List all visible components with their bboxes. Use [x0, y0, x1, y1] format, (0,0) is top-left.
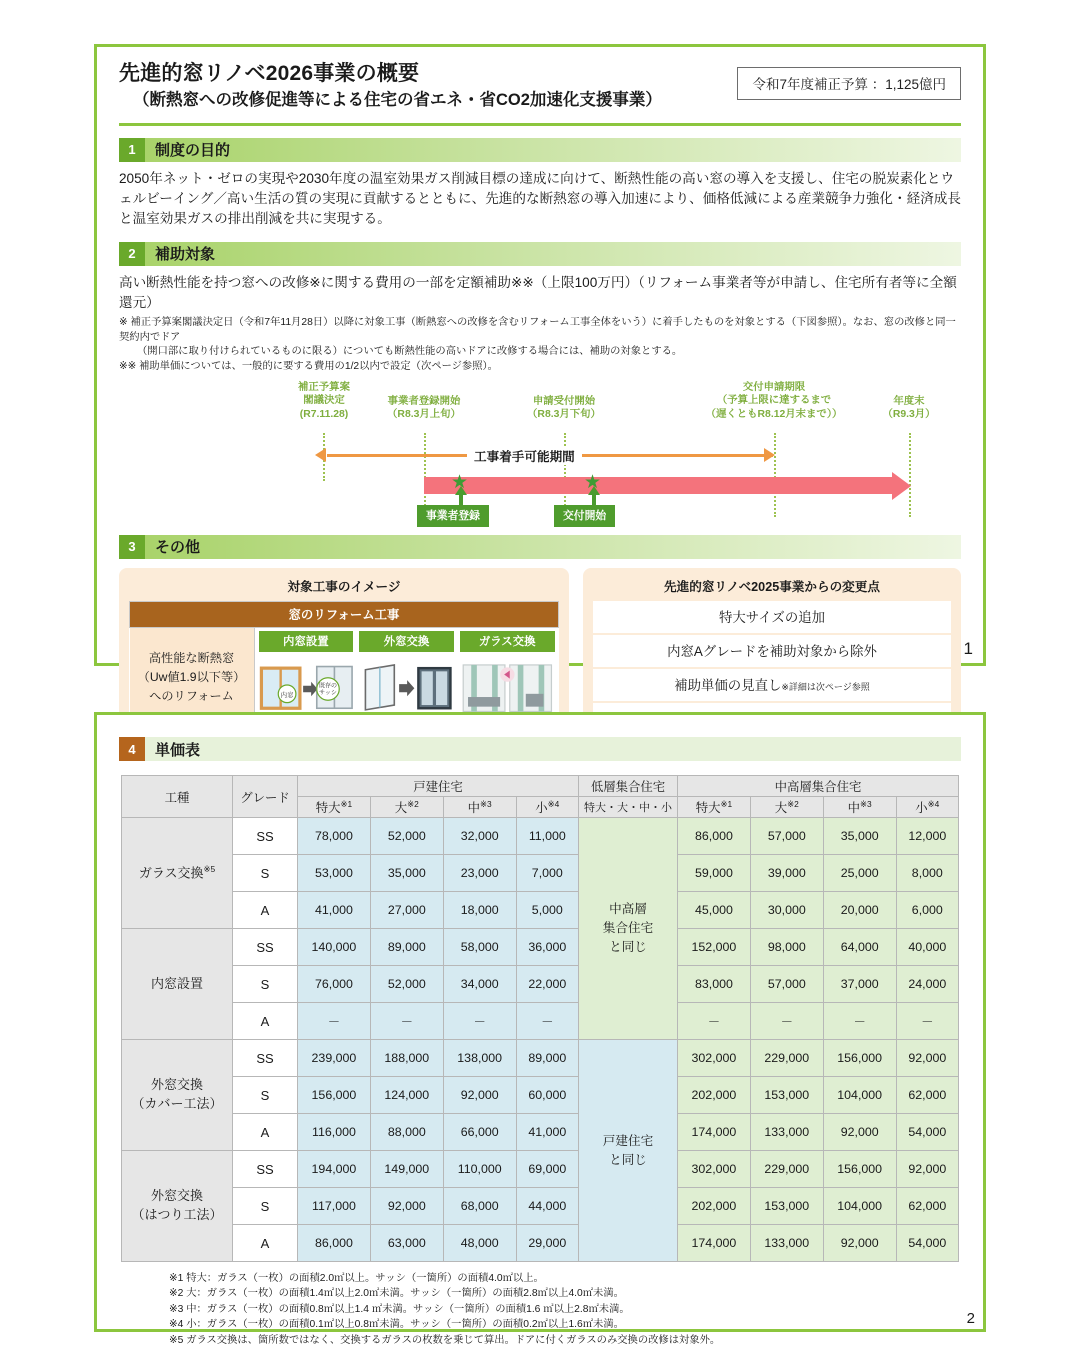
cell-midrise-price: 174,000 — [677, 1114, 750, 1151]
cell-detached-price: － — [516, 1003, 578, 1040]
cell-grade: A — [233, 1114, 298, 1151]
change-note: ※詳細は次ページ参照 — [781, 681, 870, 692]
cell-grade: S — [233, 966, 298, 1003]
size-detached-2 — [443, 797, 516, 818]
cell-midrise-price: 156,000 — [823, 1151, 896, 1188]
table-row — [122, 818, 959, 855]
cell-detached-price: 58,000 — [443, 929, 516, 966]
milestone-line1: 交付申請期限 — [742, 381, 806, 393]
cell-midrise-price: 20,000 — [823, 892, 896, 929]
section-header-price — [119, 737, 961, 761]
cell-midrise-price: 39,000 — [750, 855, 823, 892]
size-detached-3 — [516, 797, 578, 818]
cell-detached-price: 66,000 — [443, 1114, 516, 1151]
target-works-title: 対象工事のイメージ — [287, 579, 401, 594]
arrow-right-icon — [764, 448, 775, 462]
star-icon: ★ — [451, 471, 469, 493]
note-1-cont: （開口部に取り付けられているものに限る）についても断熱性能の高いドアに改修する場合には、補助の対象とする。 — [137, 346, 683, 358]
cell-detached-price: 138,000 — [443, 1040, 516, 1077]
milestone-line1: 申請受付開始 — [532, 395, 596, 407]
svg-text:サッシ: サッシ — [318, 689, 337, 697]
cell-midrise-price: － — [677, 1003, 750, 1040]
milestone-line2: （R8.3月上旬） — [387, 409, 461, 421]
implementation-bar — [424, 477, 894, 494]
cell-detached-price: 32,000 — [443, 818, 516, 855]
list-item — [593, 601, 951, 635]
note-2: ※※ 補助単価については、一般的に要する費用の1/2以内で設定（次ページ参照）。 — [119, 361, 498, 373]
cell-midrise-price: 54,000 — [896, 1114, 958, 1151]
cell-detached-price: 110,000 — [443, 1151, 516, 1188]
changes-title: 先進的窓リノベ2025事業からの変更点 — [664, 579, 880, 594]
merged-line: 集合住宅 — [602, 921, 654, 936]
cell-detached-price: 68,000 — [443, 1188, 516, 1225]
size-label: 中 — [847, 801, 861, 815]
cell-grade: SS — [233, 929, 298, 966]
cell-midrise-price: － — [750, 1003, 823, 1040]
size-mid-2 — [823, 797, 896, 818]
cell-midrise-price: 8,000 — [896, 855, 958, 892]
section-label: 制度の目的 — [145, 138, 961, 162]
cell-detached-price: 76,000 — [298, 966, 371, 1003]
kind-sup: ※5 — [203, 863, 216, 874]
cell-detached-price: 60,000 — [516, 1077, 578, 1114]
cell-detached-price: － — [443, 1003, 516, 1040]
method-glass-replace — [460, 631, 555, 723]
table-row — [122, 1114, 959, 1151]
list-item — [593, 635, 951, 669]
milestone-line3: (R7.11.28) — [299, 409, 349, 421]
cell-midrise-price: － — [823, 1003, 896, 1040]
size-label: 小 — [535, 801, 548, 815]
milestone-line1: 年度末 — [893, 395, 925, 407]
kind-line: （はつり工法） — [131, 1207, 223, 1222]
table-row — [122, 1225, 959, 1262]
cell-detached-price: 86,000 — [298, 1225, 371, 1262]
cell-detached-price: 124,000 — [370, 1077, 443, 1114]
cell-midrise-price: 133,000 — [750, 1225, 823, 1262]
tag-registration: 事業者登録 — [417, 505, 489, 527]
cell-detached-price: 89,000 — [516, 1040, 578, 1077]
cell-midrise-price: 54,000 — [896, 1225, 958, 1262]
cell-midrise-price: 86,000 — [677, 818, 750, 855]
page-number: 1 — [963, 639, 973, 658]
footnote: ※5 ガラス交換は、箇所数ではなく、交換するガラスの枚数を乗じて算出。ドアに付くガラスのみ交換の改修は対象外。 — [169, 1334, 721, 1346]
cell-midrise-price: 57,000 — [750, 818, 823, 855]
cell-line3: へのリフォーム — [149, 688, 234, 703]
cell-detached-price: 23,000 — [443, 855, 516, 892]
cell-midrise-price: 156,000 — [823, 1040, 896, 1077]
purpose-body: 2050年ネット・ゼロの実現や2030年度の温室効果ガス削減目標の達成に向けて、断熱性能の高い窓の導入を支援し、住宅の脱炭素化とウェルビーイング／高い生活の質の実現に貢献するとともに、先進的な断熱窓の導入加速により、価格低減による産業競争力強化・経済成長と温室効果ガスの排出削減を共に実現する。 — [119, 170, 961, 227]
page-number: 2 — [966, 1310, 975, 1327]
cell-detached-price: 18,000 — [443, 892, 516, 929]
kind-line: ガラス交換$^{※5}$ — [138, 863, 216, 881]
merged-line: と同じ — [609, 1152, 647, 1167]
size-sup: ※4 — [927, 798, 940, 809]
slide-overview — [94, 44, 986, 703]
milestone-line2: （R9.3月） — [882, 409, 936, 421]
timeline-milestone-2 — [504, 395, 624, 422]
budget-badge: 令和7年度補正予算 ：1,125億円 — [737, 67, 961, 100]
cell-detached-price: 22,000 — [516, 966, 578, 1003]
cell-detached-price: － — [370, 1003, 443, 1040]
cell-grade: SS — [233, 1040, 298, 1077]
cell-midrise-price: 153,000 — [750, 1188, 823, 1225]
cell-detached-price: 239,000 — [298, 1040, 371, 1077]
slide-price-table — [94, 712, 986, 1346]
cell-midrise-price: 57,000 — [750, 966, 823, 1003]
cell-midrise-price: 59,000 — [677, 855, 750, 892]
cell-detached-price: 88,000 — [370, 1114, 443, 1151]
cell-midrise-price: 153,000 — [750, 1077, 823, 1114]
method-inner-window — [259, 631, 354, 723]
cell-detached-price: 5,000 — [516, 892, 578, 929]
footnote: ※2 大：ガラス（一枚）の面積1.4㎡以上2.0㎡未満。サッシ（一箇所）の面積2.8㎡以上4.0㎡未満。 — [169, 1288, 624, 1300]
tag-grant-start: 交付開始 — [554, 505, 615, 527]
footnote: ※1 特大：ガラス（一枚）の面積2.0㎡以上。サッシ（一箇所）の面積4.0㎡以上。 — [169, 1273, 544, 1284]
cell-midrise-price: 302,000 — [677, 1040, 750, 1077]
cell-detached-price: 29,000 — [516, 1225, 578, 1262]
cell-midrise-price: 64,000 — [823, 929, 896, 966]
timeline-milestone-4 — [864, 395, 954, 422]
cell-detached-price: 92,000 — [443, 1077, 516, 1114]
schedule-timeline — [119, 381, 961, 523]
cell-midrise-price: 92,000 — [896, 1040, 958, 1077]
footnote: ※3 中：ガラス（一枚）の面積0.8㎡以上1.4 ㎡未満。サッシ（一箇所）の面積1.6 ㎡以上2.8㎡未満。 — [169, 1303, 630, 1315]
size-sup: ※3 — [860, 798, 872, 809]
change-text: 補助単価の見直し — [674, 677, 782, 693]
section-label: 単価表 — [145, 737, 961, 761]
table-row — [122, 929, 959, 966]
section-number: 1 — [119, 138, 145, 162]
timeline-milestone-0 — [269, 381, 379, 422]
star-icon: ★ — [584, 471, 602, 493]
cell-midrise-price: 104,000 — [823, 1077, 896, 1114]
cell-midrise-price: 152,000 — [677, 929, 750, 966]
cell-midrise-price: 133,000 — [750, 1114, 823, 1151]
table-row — [122, 1040, 959, 1077]
cell-low-same-as-detached — [578, 1040, 677, 1262]
cell-grade: S — [233, 1077, 298, 1114]
svg-text:内窓: 内窓 — [280, 690, 293, 699]
section-number: 3 — [119, 535, 145, 559]
cell-detached-price: 92,000 — [370, 1188, 443, 1225]
method-tag: ガラス交換 — [460, 631, 555, 652]
cell-midrise-price: 35,000 — [823, 818, 896, 855]
size-label: 特大 — [315, 801, 341, 815]
construction-period-label: 工事着手可能期間 — [467, 446, 582, 465]
section-header-other — [119, 535, 961, 559]
cell-detached-price: 78,000 — [298, 818, 371, 855]
cell-detached-price: 52,000 — [370, 966, 443, 1003]
merged-line: 中高層 — [609, 902, 647, 917]
size-sup: ※4 — [547, 798, 560, 809]
page-subtitle: （断熱窓への改修促進等による住宅の省エネ・省CO2加速化支援事業） — [133, 91, 662, 110]
price-table — [121, 775, 959, 1262]
cell-detached-price: 36,000 — [516, 929, 578, 966]
price-table-head — [122, 776, 959, 818]
cell-grade: A — [233, 892, 298, 929]
cell-detached-price: 41,000 — [516, 1114, 578, 1151]
timeline-milestone-1 — [364, 395, 484, 422]
size-mid-0 — [677, 797, 750, 818]
cell-midrise-price: 98,000 — [750, 929, 823, 966]
kind-line: （カバー工法） — [131, 1096, 223, 1111]
cell-midrise-price: 12,000 — [896, 818, 958, 855]
cell-midrise-price: 92,000 — [896, 1151, 958, 1188]
milestone-line1: 事業者登録開始 — [387, 395, 461, 407]
size-sup: ※1 — [720, 798, 733, 809]
size-sup: ※2 — [787, 798, 799, 809]
cell-grade: A — [233, 1225, 298, 1262]
cell-detached-price: 27,000 — [370, 892, 443, 929]
eligible-notes — [119, 316, 961, 374]
size-low-all: 特大・大・中・小 — [578, 797, 677, 818]
cell-midrise-price: 202,000 — [677, 1077, 750, 1114]
cell-grade: A — [233, 1003, 298, 1040]
table-row — [122, 1188, 959, 1225]
cell-midrise-price: 6,000 — [896, 892, 958, 929]
cell-kind — [122, 1040, 233, 1151]
note-1: ※ 補正予算案閣議決定日（令和7年11月28日）以降に対象工事（断熱窓への改修を含むリフォーム工事全体をいう）に着手したものを対象とする（下図参照）。なお、窓の改修と同一契約内でドア — [119, 317, 956, 343]
cell-detached-price: 117,000 — [298, 1188, 371, 1225]
kind-line: 外窓交換 — [150, 1077, 203, 1093]
table-row — [122, 855, 959, 892]
cell-detached-price: 188,000 — [370, 1040, 443, 1077]
milestone-line3: （遅くともR8.12月末まで）） — [705, 409, 843, 421]
cell-line1: 高性能な断熱窓 — [148, 650, 235, 665]
cell-midrise-price: 45,000 — [677, 892, 750, 929]
size-detached-1 — [370, 797, 443, 818]
cell-kind — [122, 929, 233, 1040]
eligible-body: 高い断熱性能を持つ窓への改修※に関する費用の一部を定額補助※※（上限100万円）（リフォーム事業者等が申請し、住宅所有者等に全額還元） — [119, 274, 957, 310]
cell-detached-price: 34,000 — [443, 966, 516, 1003]
price-table-wrap — [121, 775, 959, 1262]
cell-detached-price: 149,000 — [370, 1151, 443, 1188]
cell-detached-price: 35,000 — [370, 855, 443, 892]
cell-midrise-price: 25,000 — [823, 855, 896, 892]
cell-grade: SS — [233, 1151, 298, 1188]
size-sup: ※1 — [340, 798, 353, 809]
title-divider — [119, 123, 961, 126]
cell-detached-price: 7,000 — [516, 855, 578, 892]
cell-midrise-price: 62,000 — [896, 1188, 958, 1225]
cell-detached-price: 41,000 — [298, 892, 371, 929]
cell-midrise-price: 302,000 — [677, 1151, 750, 1188]
cell-midrise-price: 104,000 — [823, 1188, 896, 1225]
cell-midrise-price: － — [896, 1003, 958, 1040]
size-sup: ※3 — [480, 798, 492, 809]
section-header-purpose — [119, 138, 961, 162]
size-mid-3 — [896, 797, 958, 818]
cell-detached-price: 63,000 — [370, 1225, 443, 1262]
cell-midrise-price: 229,000 — [750, 1151, 823, 1188]
section-label: その他 — [145, 535, 961, 559]
cell-kind — [122, 818, 233, 929]
merged-line: と同じ — [609, 939, 647, 954]
table-header-row-groups — [122, 776, 959, 797]
cell-midrise-price: 202,000 — [677, 1188, 750, 1225]
col-grade: グレード — [233, 776, 298, 818]
cell-midrise-price: 174,000 — [677, 1225, 750, 1262]
timeline-milestone-3 — [684, 381, 864, 422]
table-row — [122, 1077, 959, 1114]
kind-line: 外窓交換 — [150, 1188, 203, 1204]
size-label: 特大 — [695, 801, 721, 815]
cell-detached-price: 52,000 — [370, 818, 443, 855]
cell-detached-price: 140,000 — [298, 929, 371, 966]
cell-detached-price: － — [298, 1003, 371, 1040]
cell-detached-price: 194,000 — [298, 1151, 371, 1188]
size-mid-1 — [750, 797, 823, 818]
size-label: 大 — [774, 801, 788, 815]
size-detached-0 — [298, 797, 371, 818]
change-text: 内窓Aグレードを補助対象から除外 — [667, 643, 877, 659]
cell-detached-price: 11,000 — [516, 818, 578, 855]
svg-text:既存の: 既存の — [318, 682, 337, 690]
section-number: 2 — [119, 242, 145, 266]
table-footnotes — [169, 1271, 959, 1348]
cell-midrise-price: 24,000 — [896, 966, 958, 1003]
size-label: 小 — [915, 801, 928, 815]
title-block — [97, 47, 983, 112]
table-row — [122, 892, 959, 929]
cell-detached-price: 156,000 — [298, 1077, 371, 1114]
cell-midrise-price: 83,000 — [677, 966, 750, 1003]
cell-midrise-price: 62,000 — [896, 1077, 958, 1114]
cell-grade: S — [233, 855, 298, 892]
price-table-body — [122, 818, 959, 1262]
cell-line2: （Uw値1.9以下等） — [137, 669, 246, 684]
col-kind: 工種 — [122, 776, 233, 818]
target-works-table — [129, 601, 559, 727]
milestone-line2: （R8.3月下旬） — [527, 409, 601, 421]
change-text: 特大サイズの追加 — [718, 609, 826, 625]
size-sup: ※2 — [407, 798, 419, 809]
cell-midrise-price: 92,000 — [823, 1225, 896, 1262]
milestone-line1: 補正予算案 — [298, 381, 350, 393]
cell-detached-price: 53,000 — [298, 855, 371, 892]
table-row — [122, 1003, 959, 1040]
cell-midrise-price: 37,000 — [823, 966, 896, 1003]
page-title: 先進的窓リノベ2026事業の概要 — [119, 62, 420, 85]
method-tag: 外窓交換 — [359, 631, 454, 652]
method-outer-window — [359, 631, 454, 723]
callout-arrow-icon — [455, 486, 467, 495]
cell-detached-price: 44,000 — [516, 1188, 578, 1225]
cell-midrise-price: 229,000 — [750, 1040, 823, 1077]
timeline-dropline — [774, 433, 776, 517]
implementation-bar-arrow-icon — [892, 472, 911, 500]
milestone-line2: （予算上限に達するまで — [716, 395, 832, 407]
cell-kind — [122, 1151, 233, 1262]
size-label: 大 — [394, 801, 408, 815]
cell-detached-price: 69,000 — [516, 1151, 578, 1188]
size-label: 中 — [467, 801, 481, 815]
group-mid-rise: 中高層集合住宅 — [677, 776, 958, 797]
group-detached: 戸建住宅 — [298, 776, 579, 797]
merged-line: 戸建住宅 — [602, 1133, 654, 1148]
section-number: 4 — [119, 737, 145, 761]
cell-midrise-price: 92,000 — [823, 1114, 896, 1151]
cell-low-same-as-mid — [578, 818, 677, 1040]
callout-arrow-icon — [588, 486, 600, 495]
group-low-rise: 低層集合住宅 — [578, 776, 677, 797]
method-tag: 内窓設置 — [259, 631, 354, 652]
cell-midrise-price: 30,000 — [750, 892, 823, 929]
cell-detached-price: 48,000 — [443, 1225, 516, 1262]
section-header-eligible — [119, 242, 961, 266]
milestone-line2: 閣議決定 — [303, 395, 345, 407]
arrow-left-icon — [315, 448, 326, 462]
kind-line: 内窓設置 — [150, 975, 203, 991]
cell-detached-price: 116,000 — [298, 1114, 371, 1151]
section-label: 補助対象 — [145, 242, 961, 266]
list-item — [593, 669, 951, 703]
cell-midrise-price: 40,000 — [896, 929, 958, 966]
footnote: ※4 小：ガラス（一枚）の面積0.1㎡以上0.8㎡未満。サッシ（一箇所）の面積0.2㎡以上1.6㎡未満。 — [169, 1319, 624, 1331]
cell-grade: S — [233, 1188, 298, 1225]
window-reform-header: 窓のリフォーム工事 — [130, 601, 559, 627]
table-row — [122, 966, 959, 1003]
table-row — [122, 1151, 959, 1188]
cell-grade: SS — [233, 818, 298, 855]
cell-detached-price: 89,000 — [370, 929, 443, 966]
